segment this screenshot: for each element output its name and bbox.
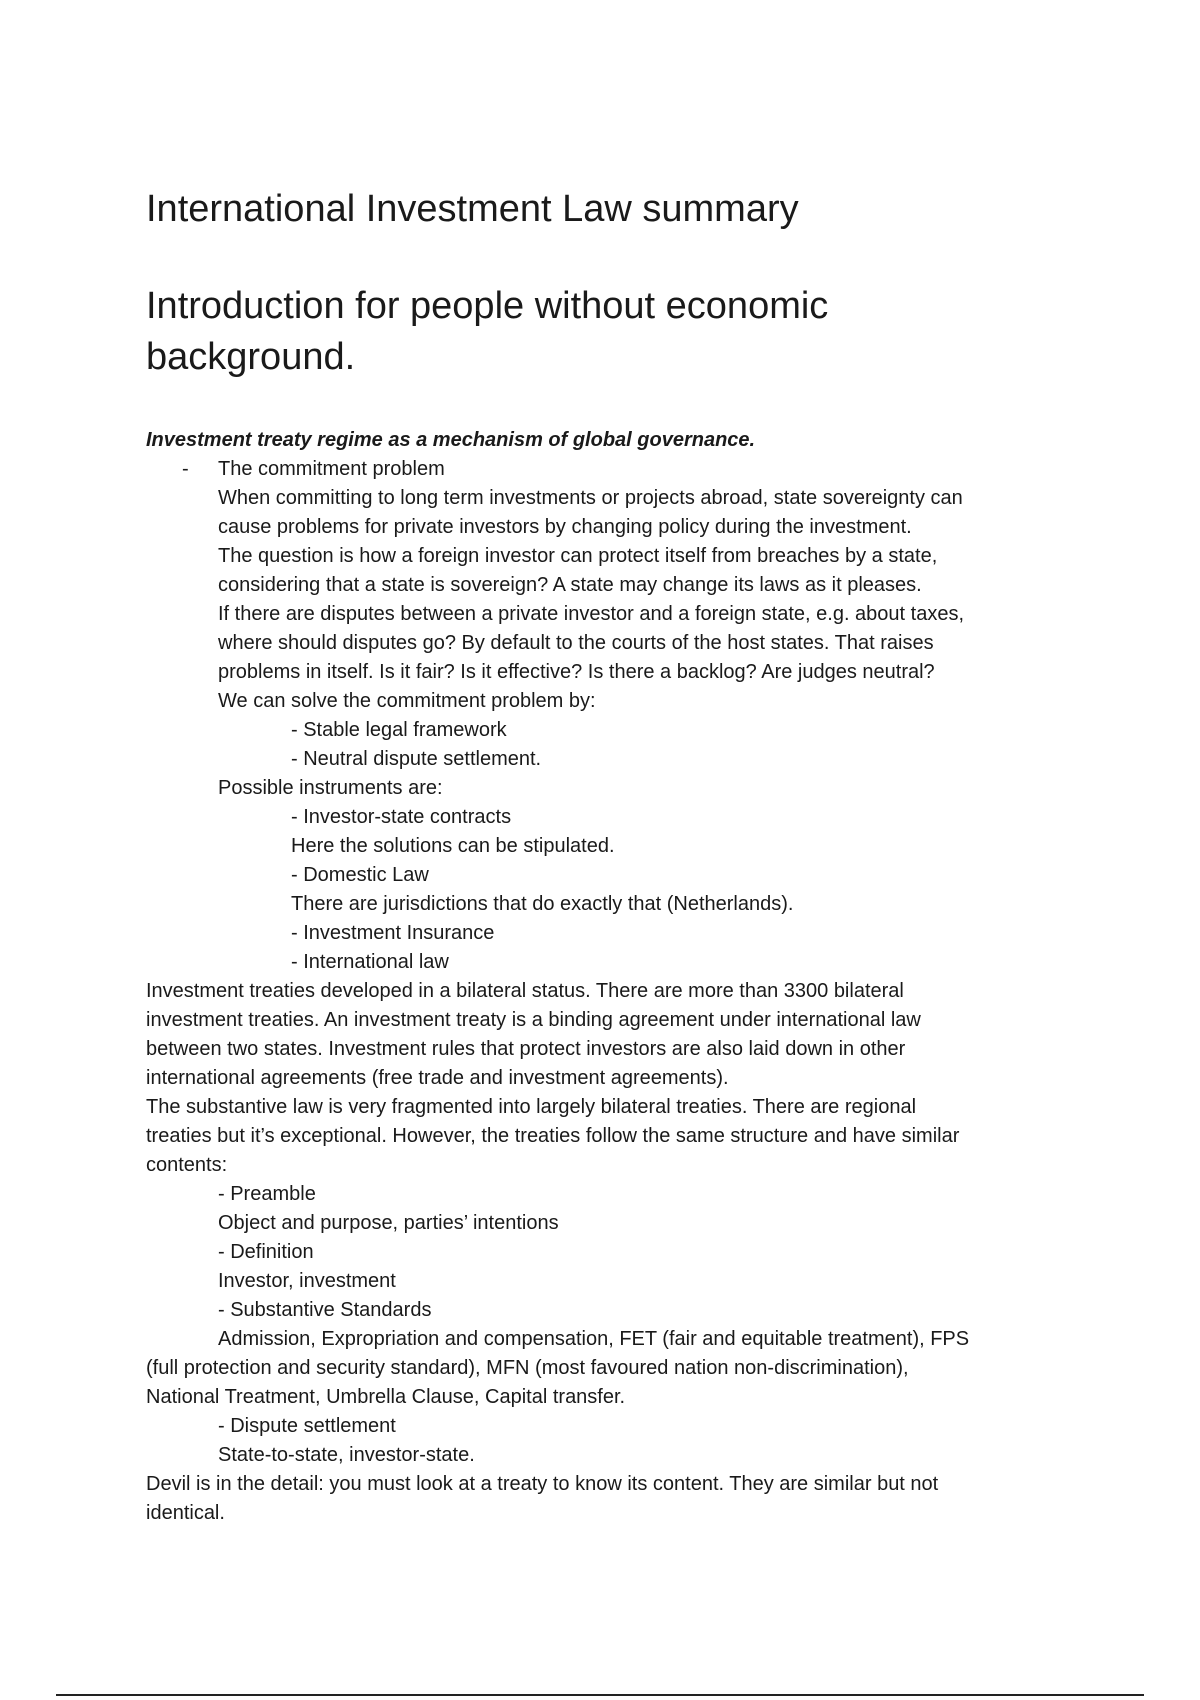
paragraph-line: where should disputes go? By default to the courts of the host states. That raises xyxy=(218,632,934,654)
bullet-text: The commitment problem xyxy=(218,458,445,480)
list-item-note: State-to-state, investor-state. xyxy=(218,1444,475,1466)
footer-divider xyxy=(56,1694,1144,1696)
paragraph-line: cause problems for private investors by changing policy during the investment. xyxy=(218,516,912,538)
paragraph-line: treaties but it’s exceptional. However, the treaties follow the same structure and have similar xyxy=(146,1125,960,1147)
paragraph-line: When committing to long term investments or projects abroad, state sovereignty can xyxy=(218,487,963,509)
paragraph-line: The substantive law is very fragmented into largely bilateral treaties. There are regional xyxy=(146,1096,917,1118)
list-item-note: There are jurisdictions that do exactly that (Netherlands). xyxy=(291,893,794,915)
paragraph-line: investment treaties. An investment treaty is a binding agreement under international law xyxy=(146,1009,921,1031)
document-body xyxy=(146,426,1066,1528)
bullet-item xyxy=(146,455,1066,484)
paragraph-line: problems in itself. Is it fair? Is it effective? Is there a backlog? Are judges neutral? xyxy=(218,661,935,683)
section-heading: Investment treaty regime as a mechanism of global governance. xyxy=(146,429,756,451)
document-subtitle: Introduction for people without economic background. xyxy=(146,285,829,378)
list-item: - Investment Insurance xyxy=(291,922,495,944)
document-title: International Investment Law summary xyxy=(146,188,799,230)
list-item-note: Here the solutions can be stipulated. xyxy=(291,835,615,857)
paragraph-line: international agreements (free trade and investment agreements). xyxy=(146,1067,729,1089)
paragraph-line: Investment treaties developed in a bilateral status. There are more than 3300 bilateral xyxy=(146,980,904,1002)
paragraph-line: considering that a state is sovereign? A state may change its laws as it pleases. xyxy=(218,574,922,596)
paragraph-line: between two states. Investment rules that protect investors are also laid down in other xyxy=(146,1038,906,1060)
list-item: - Dispute settlement xyxy=(218,1415,396,1437)
list-item: - Stable legal framework xyxy=(291,719,507,741)
list-item: - International law xyxy=(291,951,449,973)
paragraph-line: The question is how a foreign investor can protect itself from breaches by a state, xyxy=(218,545,938,567)
bullet-marker: - xyxy=(182,458,189,480)
paragraph-line: identical. xyxy=(146,1502,225,1524)
list-item-note: Admission, Expropriation and compensation, FET (fair and equitable treatment), FPS xyxy=(218,1328,970,1350)
paragraph-line: contents: xyxy=(146,1154,228,1176)
list-item-note: Object and purpose, parties’ intentions xyxy=(218,1212,559,1234)
list-item: - Definition xyxy=(218,1241,314,1263)
list-item: - Preamble xyxy=(218,1183,316,1205)
list-item: - Investor-state contracts xyxy=(291,806,512,828)
list-item: - Domestic Law xyxy=(291,864,429,886)
list-item-note: Investor, investment xyxy=(218,1270,396,1292)
list-item: - Substantive Standards xyxy=(218,1299,432,1321)
paragraph-line: Devil is in the detail: you must look at a treaty to know its content. They are similar but not xyxy=(146,1473,939,1495)
paragraph-line: We can solve the commitment problem by: xyxy=(218,690,596,712)
list-item: - Neutral dispute settlement. xyxy=(291,748,542,770)
paragraph-line: (full protection and security standard), MFN (most favoured nation non-discrimination), xyxy=(146,1357,909,1379)
paragraph-line: Possible instruments are: xyxy=(218,777,443,799)
paragraph-line: If there are disputes between a private investor and a foreign state, e.g. about taxes, xyxy=(218,603,965,625)
paragraph-line: National Treatment, Umbrella Clause, Capital transfer. xyxy=(146,1386,626,1408)
